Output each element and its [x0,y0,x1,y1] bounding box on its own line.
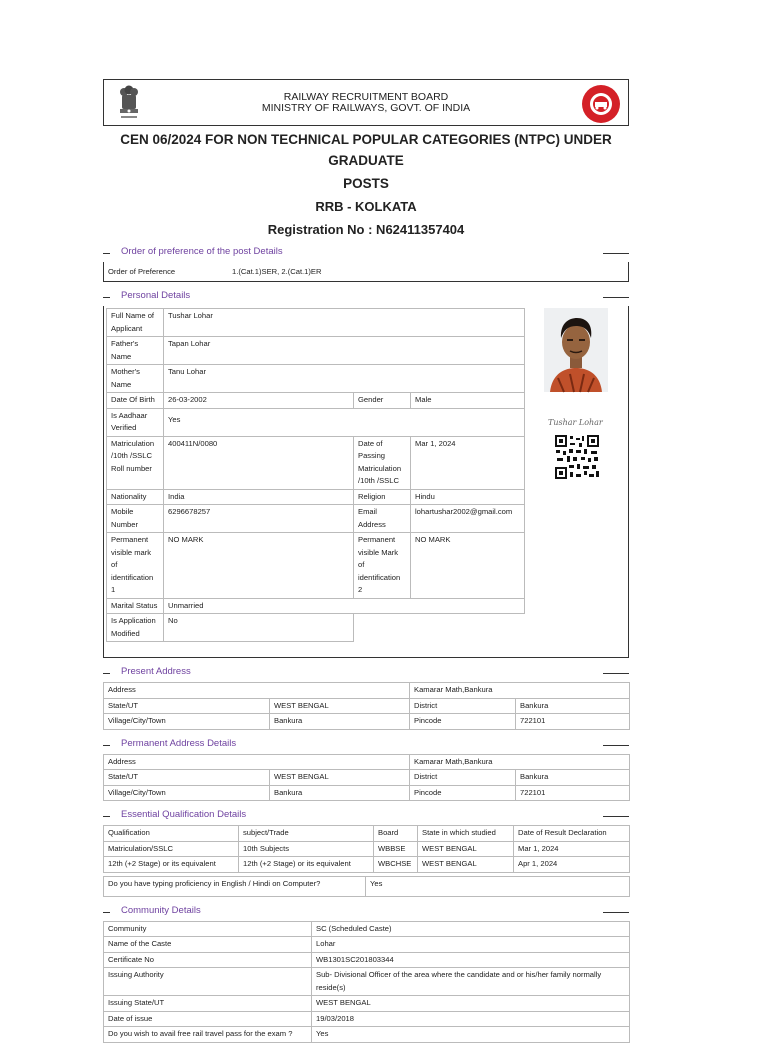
issuing-authority: Sub- Divisional Officer of the area where the candidate and or his/her family normally reside(s) [312,968,630,996]
permanent-address-table [103,754,630,802]
applicant-photo [544,308,608,392]
section-heading: Permanent Address Details [121,737,237,749]
field-label: Matriculation /10th /SSLC Roll number [107,436,164,489]
field-label: Address [104,683,410,699]
field-label: Father's Name [107,337,164,365]
form-header [103,79,629,126]
registration-number: Registration No : N62411357404 [267,222,465,237]
preference-value: 1.(Cat.1)SER, 2.(Cat.1)ER [232,267,322,276]
table-cell: 12th (+2 Stage) or its equivalent [239,857,374,873]
field-label: Marital Status [107,598,164,614]
personal-table [106,308,525,642]
field-label: Nationality [107,489,164,505]
typing-table [103,876,630,897]
field-label: Pincode [410,714,516,730]
table-cell: Matriculation/SSLC [104,841,239,857]
field-label: Do you have typing proficiency in English / Hindi on Computer? [104,876,366,896]
field-label: Address [104,754,410,770]
permanent-address-section [103,738,629,802]
personal-section [103,290,629,658]
field-label: State/UT [104,698,270,714]
field-label: Mobile Number [107,505,164,533]
present-pincode: 722101 [516,714,630,730]
field-label: District [410,698,516,714]
full-name: Tushar Lohar [164,309,525,337]
community: SC (Scheduled Caste) [312,921,630,937]
field-label: Religion [354,489,411,505]
field-label: Issuing Authority [104,968,312,996]
mark-2: NO MARK [411,533,525,599]
religion: Hindu [411,489,525,505]
board-name: RAILWAY RECRUITMENT BOARD [283,91,449,103]
column-header: Board [374,826,418,842]
field-label: Certificate No [104,952,312,968]
exam-title-cont: POSTS [343,176,389,191]
header-text [104,92,628,114]
issuing-state: WEST BENGAL [312,996,630,1012]
table-cell: 10th Subjects [239,841,374,857]
community-section [103,905,629,1043]
field-label: State/UT [104,770,270,786]
application-modified: No [164,614,354,642]
application-form [103,79,629,1043]
permanent-district: Bankura [516,770,630,786]
section-heading: Present Address [121,666,191,677]
column-header: Date of Result Declaration [514,826,630,842]
field-label: Pincode [410,785,516,801]
qualification-section [103,809,629,897]
exam-title: CEN 06/2024 FOR NON TECHNICAL POPULAR CATEGORIES (NTPC) UNDER GRADUATE [120,132,612,168]
field-label: Is Aadhaar Verified [107,408,164,436]
passing-date: Mar 1, 2024 [411,436,525,489]
permanent-state: WEST BENGAL [270,770,410,786]
field-label: Name of the Caste [104,937,312,953]
table-cell: WEST BENGAL [418,841,514,857]
rail-pass: Yes [312,1027,630,1043]
field-label: Mother's Name [107,365,164,393]
preference-label: Order of Preference [108,267,176,276]
table-cell: Mar 1, 2024 [514,841,630,857]
permanent-pincode: 722101 [516,785,630,801]
caste: Lohar [312,937,630,953]
nationality: India [164,489,354,505]
field-label: Gender [354,393,411,409]
aadhaar-verified: Yes [164,408,525,436]
field-label: Full Name of Applicant [107,309,164,337]
mark-1: NO MARK [164,533,354,599]
permanent-village: Bankura [270,785,410,801]
table-row [104,841,630,857]
qr-code-icon [554,434,600,480]
qualification-table [103,825,630,873]
column-header: Qualification [104,826,239,842]
field-label: Issuing State/UT [104,996,312,1012]
field-label: Do you wish to avail free rail travel pass for the exam ? [104,1027,312,1043]
permanent-address: Kamarar Math,Bankura [410,754,630,770]
gender: Male [411,393,525,409]
typing-proficiency: Yes [366,876,630,896]
applicant-signature: Tushar Lohar [548,418,603,427]
present-district: Bankura [516,698,630,714]
field-label: Date Of Birth [107,393,164,409]
certificate-number: WB1301SC201803344 [312,952,630,968]
mother-name: Tanu Lohar [164,365,525,393]
present-address-section [103,666,629,730]
table-row [104,857,630,873]
issue-date: 19/03/2018 [312,1011,630,1027]
date-of-birth: 26-03-2002 [164,393,354,409]
field-label: Community [104,921,312,937]
mobile: 6296678257 [164,505,354,533]
section-heading: Community Details [121,904,201,916]
section-heading: Essential Qualification Details [121,809,247,820]
table-cell: WEST BENGAL [418,857,514,873]
father-name: Tapan Lohar [164,337,525,365]
column-header: State in which studied [418,826,514,842]
field-label: Date of Passing Matriculation /10th /SSLC [354,436,411,489]
field-label: Date of issue [104,1011,312,1027]
table-cell: Apr 1, 2024 [514,857,630,873]
ministry-name: MINISTRY OF RAILWAYS, GOVT. OF INDIA [261,102,471,114]
field-label: Email Address [354,505,411,533]
present-address: Kamarar Math,Bankura [410,683,630,699]
community-table [103,921,630,1043]
field-label: Is Application Modified [107,614,164,642]
table-cell: 12th (+2 Stage) or its equivalent [104,857,239,873]
field-label: Village/City/Town [104,785,270,801]
field-label: Permanent visible Mark of identification 2 [354,533,411,599]
matric-roll: 400411N/0080 [164,436,354,489]
field-label: Permanent visible mark of identification 1 [107,533,164,599]
table-cell: WBBSE [374,841,418,857]
rrb-name: RRB - KOLKATA [315,199,417,214]
preference-section [103,246,629,282]
marital-status: Unmarried [164,598,525,614]
email: lohartushar2002@gmail.com [411,505,525,533]
present-address-table [103,682,630,730]
field-label: Village/City/Town [104,714,270,730]
present-village: Bankura [270,714,410,730]
table-cell: WBCHSE [374,857,418,873]
present-state: WEST BENGAL [270,698,410,714]
indian-railways-logo-icon [581,84,621,124]
column-header: subject/Trade [239,826,374,842]
section-heading: Order of preference of the post Details [121,246,283,257]
section-heading: Personal Details [121,290,191,301]
field-label: District [410,770,516,786]
